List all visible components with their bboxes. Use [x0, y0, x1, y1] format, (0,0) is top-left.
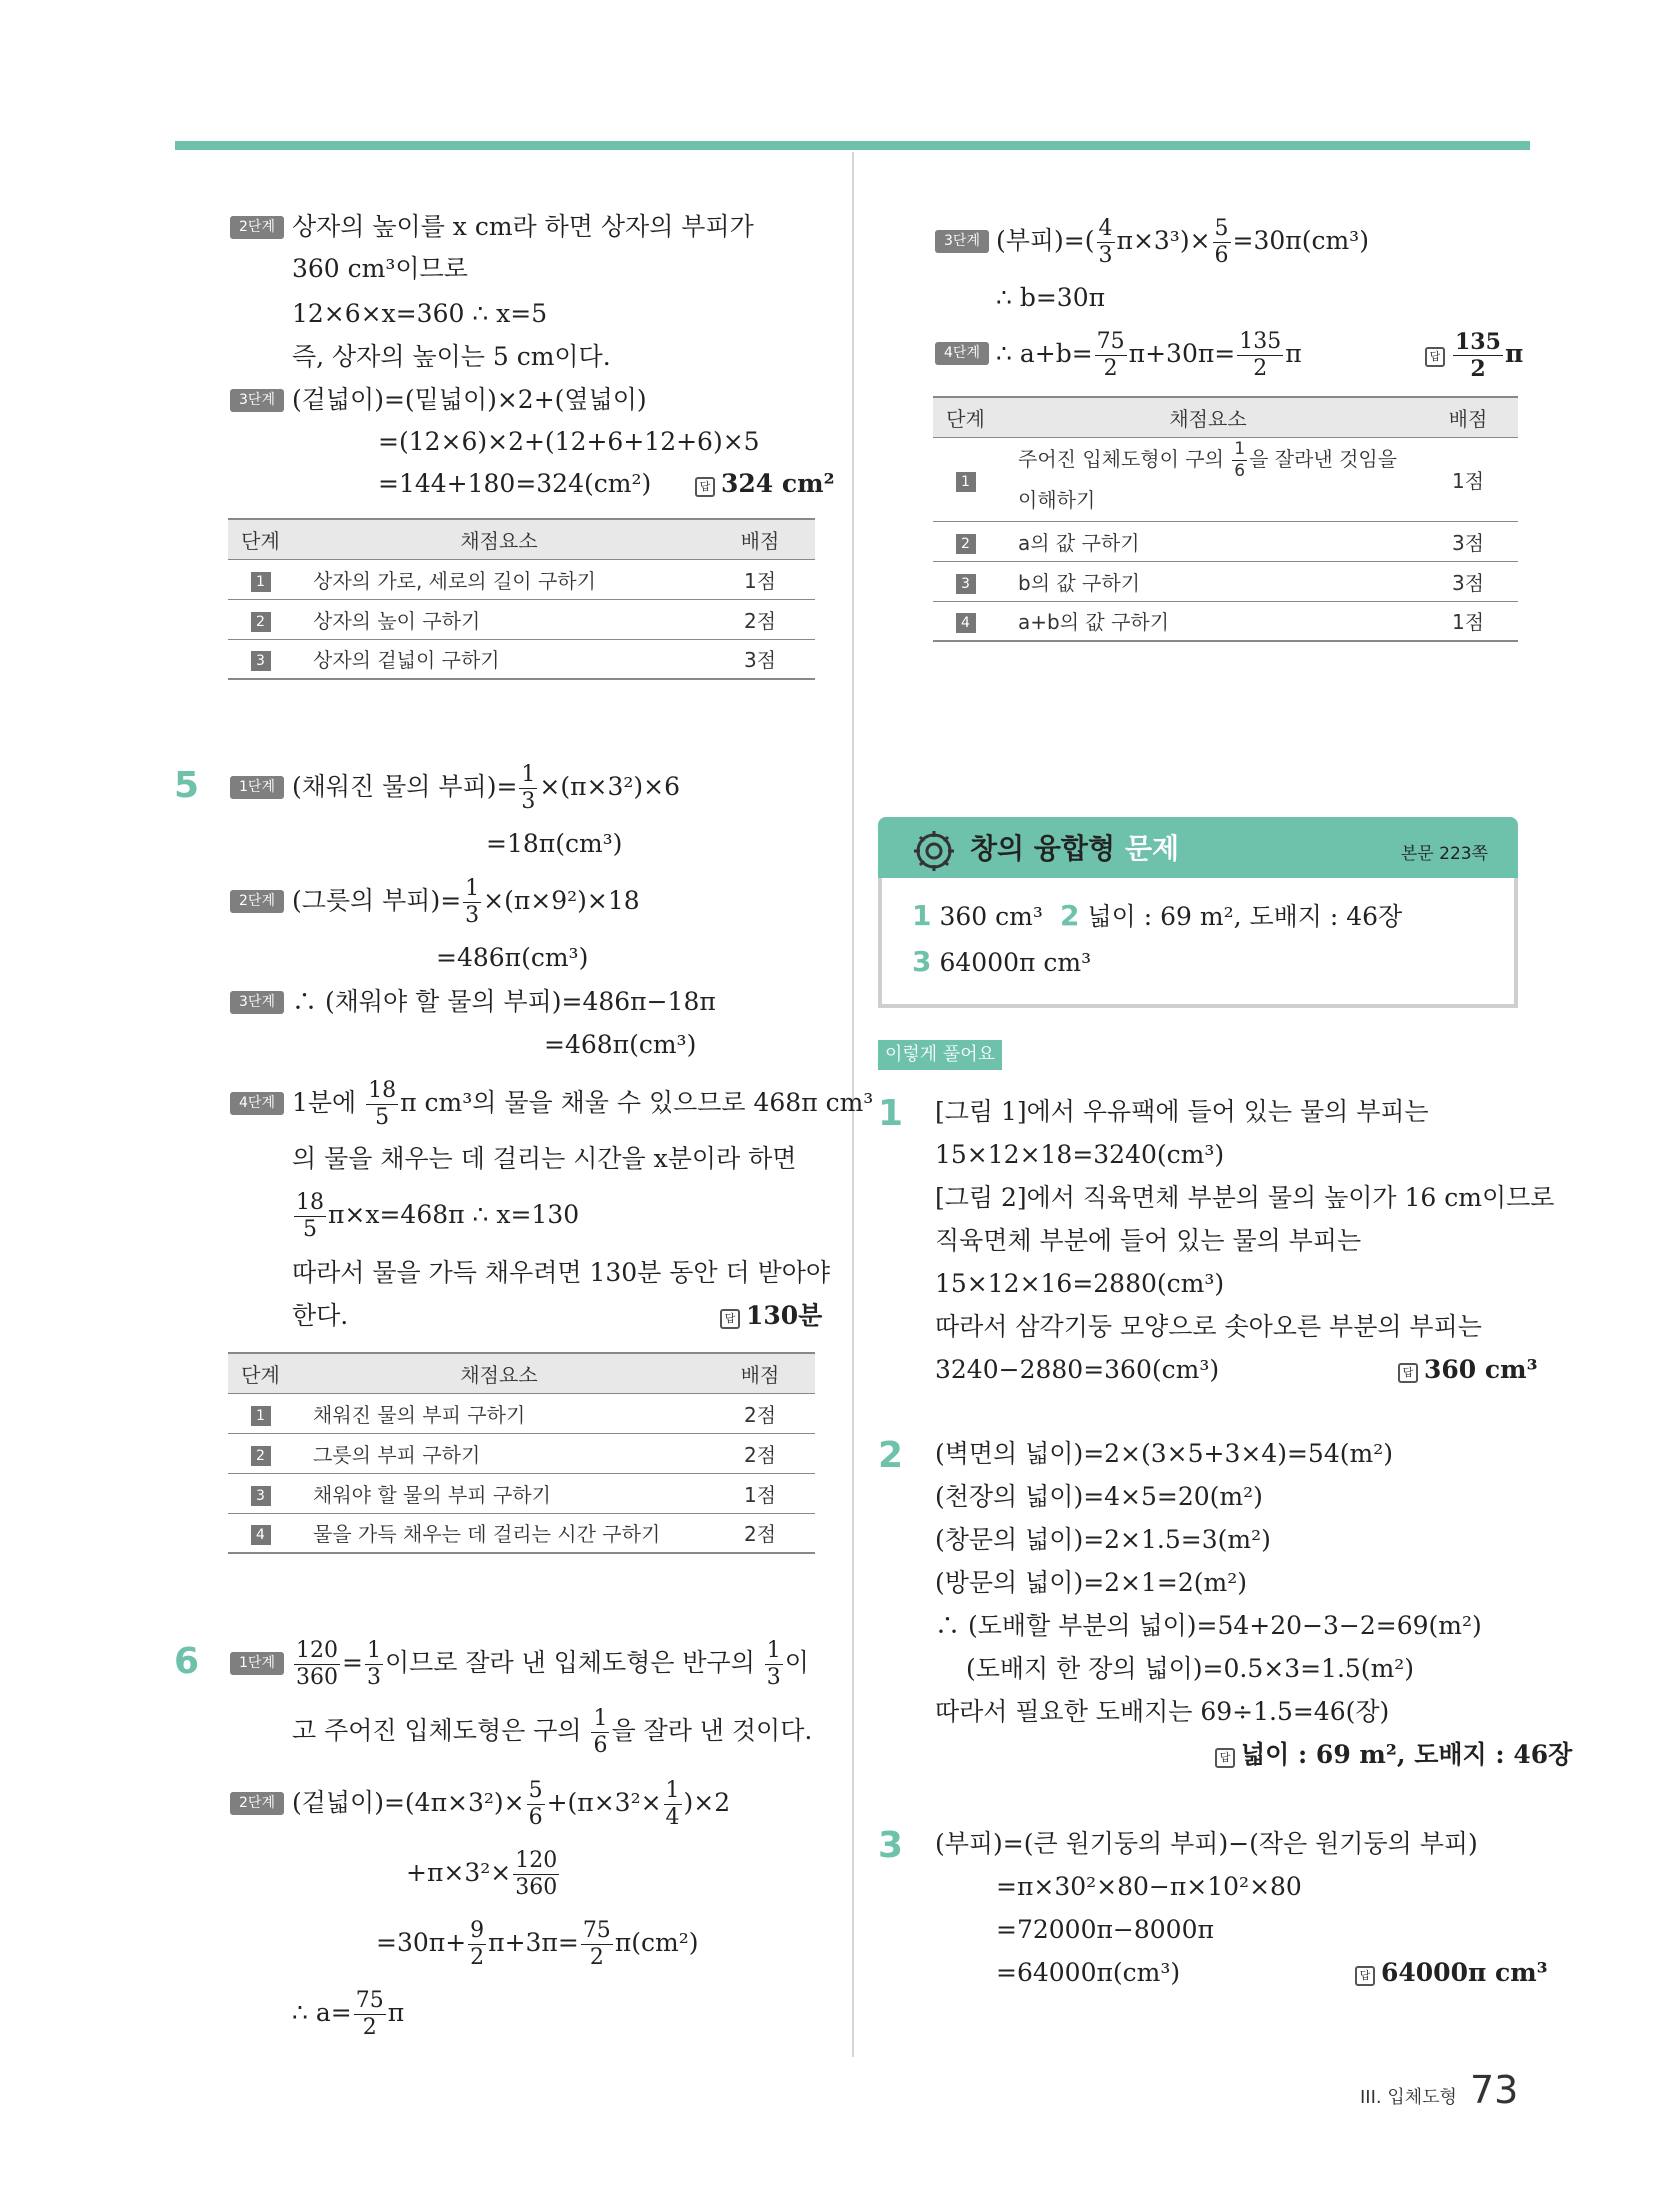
step-badge: 4단계 [935, 342, 989, 365]
scoring-table [933, 396, 1518, 642]
table-row [228, 1393, 815, 1433]
answer-mark: 답 [720, 1309, 740, 1329]
solution-line: ∴ (채워야 할 물의 부피)=486π−18π [292, 987, 716, 1016]
solution-line: ∴ b=30π [996, 283, 1106, 312]
answer-item: 2 넓이 : 69 m², 도배지 : 46장 [1060, 899, 1403, 932]
answer-item: 1 360 cm³ [912, 899, 1043, 932]
solution-line: 직육면체 부분에 들어 있는 물의 부피는 [935, 1226, 1362, 1255]
solution-line: 15×12×18=3240(cm³) [935, 1140, 1225, 1169]
solution-line: 즉, 상자의 높이는 5 cm이다. [292, 342, 611, 371]
solution-line: ∴ a+b= $\frac{75}{2}$ π+30π= $\frac{135}{2}$ π [996, 329, 1302, 381]
table-row [933, 561, 1518, 601]
solution-line: =144+180=324(cm²) [378, 469, 652, 498]
solution-line: (그릇의 부피)= $\frac{1}{3}$ ×(π×9²)×18 [292, 876, 640, 928]
solution-line: (채워진 물의 부피)= $\frac{1}{3}$ ×(π×3²)×6 [292, 762, 681, 814]
solution-line: +π×3²× $\frac{120}{360}$ [406, 1848, 558, 1900]
solution-line: (부피)=(큰 원기둥의 부피)−(작은 원기둥의 부피) [935, 1829, 1478, 1858]
table-cell: 1점 [1418, 601, 1518, 641]
solution-line: (도배지 한 장의 넓이)=0.5×3=1.5(m²) [966, 1654, 1415, 1683]
step-badge: 2단계 [230, 216, 284, 239]
solution-line: (방문의 넓이)=2×1=2(m²) [935, 1568, 1247, 1597]
table-header: 배점 [705, 519, 815, 559]
answer: 답 360 cm³ [1398, 1352, 1538, 1388]
header-rule [175, 141, 1530, 150]
table-cell: b의 값 구하기 [998, 561, 1418, 601]
table-row [228, 1473, 815, 1513]
solution-line: $\frac{120}{360}$ = $\frac{1}{3}$ 이므로 잘라 낸 입체도형은 반구의 $\frac{1}{3}$ 이 [296, 1638, 809, 1690]
page-reference: 본문 223쪽 [1400, 844, 1488, 864]
solution-line: (벽면의 넓이)=2×(3×5+3×4)=54(m²) [935, 1439, 1393, 1468]
table-cell: 그릇의 부피 구하기 [293, 1433, 705, 1473]
solution-line: (겉넓이)=(밑넓이)×2+(옆넓이) [292, 385, 647, 414]
answer-mark: 답 [1425, 347, 1445, 367]
question-number: 6 [174, 1641, 200, 1682]
step-number: 4 [956, 613, 976, 633]
answer: 답 64000π cm³ [1355, 1955, 1548, 1991]
table-cell: 2점 [705, 1433, 815, 1473]
solution-line: =30π+ $\frac{9}{2}$ π+3π= $\frac{75}{2}$ π(cm²) [376, 1918, 699, 1970]
answer-mark: 답 [695, 477, 715, 497]
table-header: 단계 [933, 397, 998, 437]
table-row [933, 437, 1518, 521]
solution-line: 3240−2880=360(cm³) [935, 1355, 1220, 1384]
question-number: 3 [878, 1825, 904, 1866]
step-badge: 3단계 [230, 389, 284, 412]
table-header: 단계 [228, 519, 293, 559]
solution-line: =72000π−8000π [996, 1915, 1214, 1944]
step-number: 1 [251, 1406, 271, 1426]
step-badge: 2단계 [230, 1792, 284, 1815]
box-title: 창의 융합형 [970, 832, 1115, 865]
table-cell: 2점 [705, 1513, 815, 1553]
scoring-table [228, 1352, 815, 1554]
box-title-accent: 문제 [1125, 832, 1180, 865]
solution-line: (부피)=( $\frac{4}{3}$ π×3³)× $\frac{5}{6}$ =30π(cm³) [996, 216, 1369, 268]
table-cell: 1점 [1418, 437, 1518, 521]
solution-line: 고 주어진 입체도형은 구의 $\frac{1}{6}$ 을 잘라 낸 것이다. [292, 1706, 813, 1758]
table-cell: 상자의 겉넓이 구하기 [293, 639, 705, 679]
table-cell: 3점 [1418, 521, 1518, 561]
answer: 답 130분 [720, 1298, 822, 1334]
question-number: 5 [174, 765, 200, 806]
answer-mark: 답 [1355, 1966, 1375, 1986]
table-cell: a의 값 구하기 [998, 521, 1418, 561]
solution-line: =468π(cm³) [544, 1030, 697, 1059]
table-cell: 상자의 가로, 세로의 길이 구하기 [293, 559, 705, 599]
table-cell: 2점 [705, 599, 815, 639]
solution-tag: 이렇게 풀어요 [878, 1040, 1002, 1070]
table-row [228, 599, 815, 639]
step-number: 3 [251, 1486, 271, 1506]
step-number: 4 [251, 1525, 271, 1545]
step-number: 2 [956, 534, 976, 554]
answer-item: 3 64000π cm³ [912, 945, 1092, 978]
answer: 답 324 cm² [695, 466, 835, 502]
answer-box-header [878, 817, 1518, 883]
solution-line: =(12×6)×2+(12+6+12+6)×5 [378, 427, 760, 456]
table-cell: 주어진 입체도형이 구의 $\frac{1}{6}$ 을 잘라낸 것임을 이해하기 [998, 437, 1418, 521]
solution-line: ∴ (도배할 부분의 넓이)=54+20−3−2=69(m²) [935, 1611, 1482, 1640]
step-badge: 2단계 [230, 890, 284, 913]
step-number: 1 [956, 472, 976, 492]
solution-line: 의 물을 채우는 데 걸리는 시간을 x분이라 하면 [292, 1144, 797, 1173]
step-number: 2 [251, 1446, 271, 1466]
answer-mark: 답 [1398, 1363, 1418, 1383]
table-cell: 상자의 높이 구하기 [293, 599, 705, 639]
table-header: 채점요소 [293, 1353, 705, 1393]
table-row [228, 559, 815, 599]
table-header: 배점 [705, 1353, 815, 1393]
step-number: 1 [251, 572, 271, 592]
section-label: III. 입체도형 [1360, 2087, 1457, 2108]
answer-mark: 답 [1215, 1748, 1235, 1768]
solution-line: (천장의 넓이)=4×5=20(m²) [935, 1482, 1263, 1511]
answer: 답 $\frac{135}{2}$ π [1425, 326, 1523, 382]
solution-line: =18π(cm³) [486, 829, 623, 858]
solution-line: ∴ a= $\frac{75}{2}$ π [292, 1988, 405, 2040]
step-number: 2 [251, 612, 271, 632]
step-badge: 1단계 [230, 776, 284, 799]
table-header: 채점요소 [998, 397, 1418, 437]
table-cell: 2점 [705, 1393, 815, 1433]
solution-line: =486π(cm³) [436, 943, 589, 972]
solution-line: 12×6×x=360 ∴ x=5 [292, 299, 548, 328]
table-cell: 물을 가득 채우는 데 걸리는 시간 구하기 [293, 1513, 705, 1553]
solution-line: 따라서 삼각기둥 모양으로 솟아오른 부분의 부피는 [935, 1312, 1482, 1341]
step-number: 3 [251, 651, 271, 671]
solution-line: 1분에 $\frac{18}{5}$ π cm³의 물을 채울 수 있으므로 468π cm³ [292, 1078, 874, 1130]
solution-line: [그림 1]에서 우유팩에 들어 있는 물의 부피는 [935, 1097, 1429, 1126]
table-cell: a+b의 값 구하기 [998, 601, 1418, 641]
solution-line: $\frac{18}{5}$ π×x=468π ∴ x=130 [296, 1190, 580, 1242]
question-number: 1 [878, 1093, 904, 1134]
step-number: 3 [956, 574, 976, 594]
table-row [228, 1433, 815, 1473]
scoring-table [228, 518, 815, 680]
gear-bulb-icon [912, 829, 956, 873]
solution-line: 15×12×16=2880(cm³) [935, 1269, 1225, 1298]
solution-line: 따라서 물을 가득 채우려면 130분 동안 더 받아야 [292, 1258, 831, 1287]
table-header: 배점 [1418, 397, 1518, 437]
solution-line: 한다. [292, 1301, 349, 1330]
solution-line: 상자의 높이를 x cm라 하면 상자의 부피가 [292, 212, 754, 241]
table-cell: 채워진 물의 부피 구하기 [293, 1393, 705, 1433]
table-row [933, 601, 1518, 641]
step-badge: 1단계 [230, 1652, 284, 1675]
solution-line: =π×30²×80−π×10²×80 [996, 1872, 1302, 1901]
page-number: 73 [1470, 2068, 1519, 2112]
solution-line: (창문의 넓이)=2×1.5=3(m²) [935, 1525, 1271, 1554]
table-row [228, 639, 815, 679]
table-cell: 채워야 할 물의 부피 구하기 [293, 1473, 705, 1513]
solution-line: [그림 2]에서 직육면체 부분의 물의 높이가 16 cm이므로 [935, 1183, 1555, 1212]
table-row [933, 521, 1518, 561]
solution-line: 360 cm³이므로 [292, 254, 468, 283]
table-cell: 1점 [705, 1473, 815, 1513]
table-header: 채점요소 [293, 519, 705, 559]
solution-line: =64000π(cm³) [996, 1958, 1181, 1987]
table-row [228, 1513, 815, 1553]
solution-line: (겉넓이)=(4π×3²)× $\frac{5}{6}$ +(π×3²× $\frac{1}{4}$ )×2 [292, 1778, 731, 1830]
question-number: 2 [878, 1435, 904, 1476]
solution-line: 따라서 필요한 도배지는 69÷1.5=46(장) [935, 1697, 1390, 1726]
table-cell: 3점 [705, 639, 815, 679]
step-badge: 4단계 [230, 1092, 284, 1115]
answer-box [878, 878, 1518, 1008]
step-badge: 3단계 [935, 230, 989, 253]
table-header: 단계 [228, 1353, 293, 1393]
answer: 답 넓이 : 69 m², 도배지 : 46장 [1215, 1737, 1572, 1773]
step-badge: 3단계 [230, 991, 284, 1014]
table-cell: 1점 [705, 559, 815, 599]
table-cell: 3점 [1418, 561, 1518, 601]
